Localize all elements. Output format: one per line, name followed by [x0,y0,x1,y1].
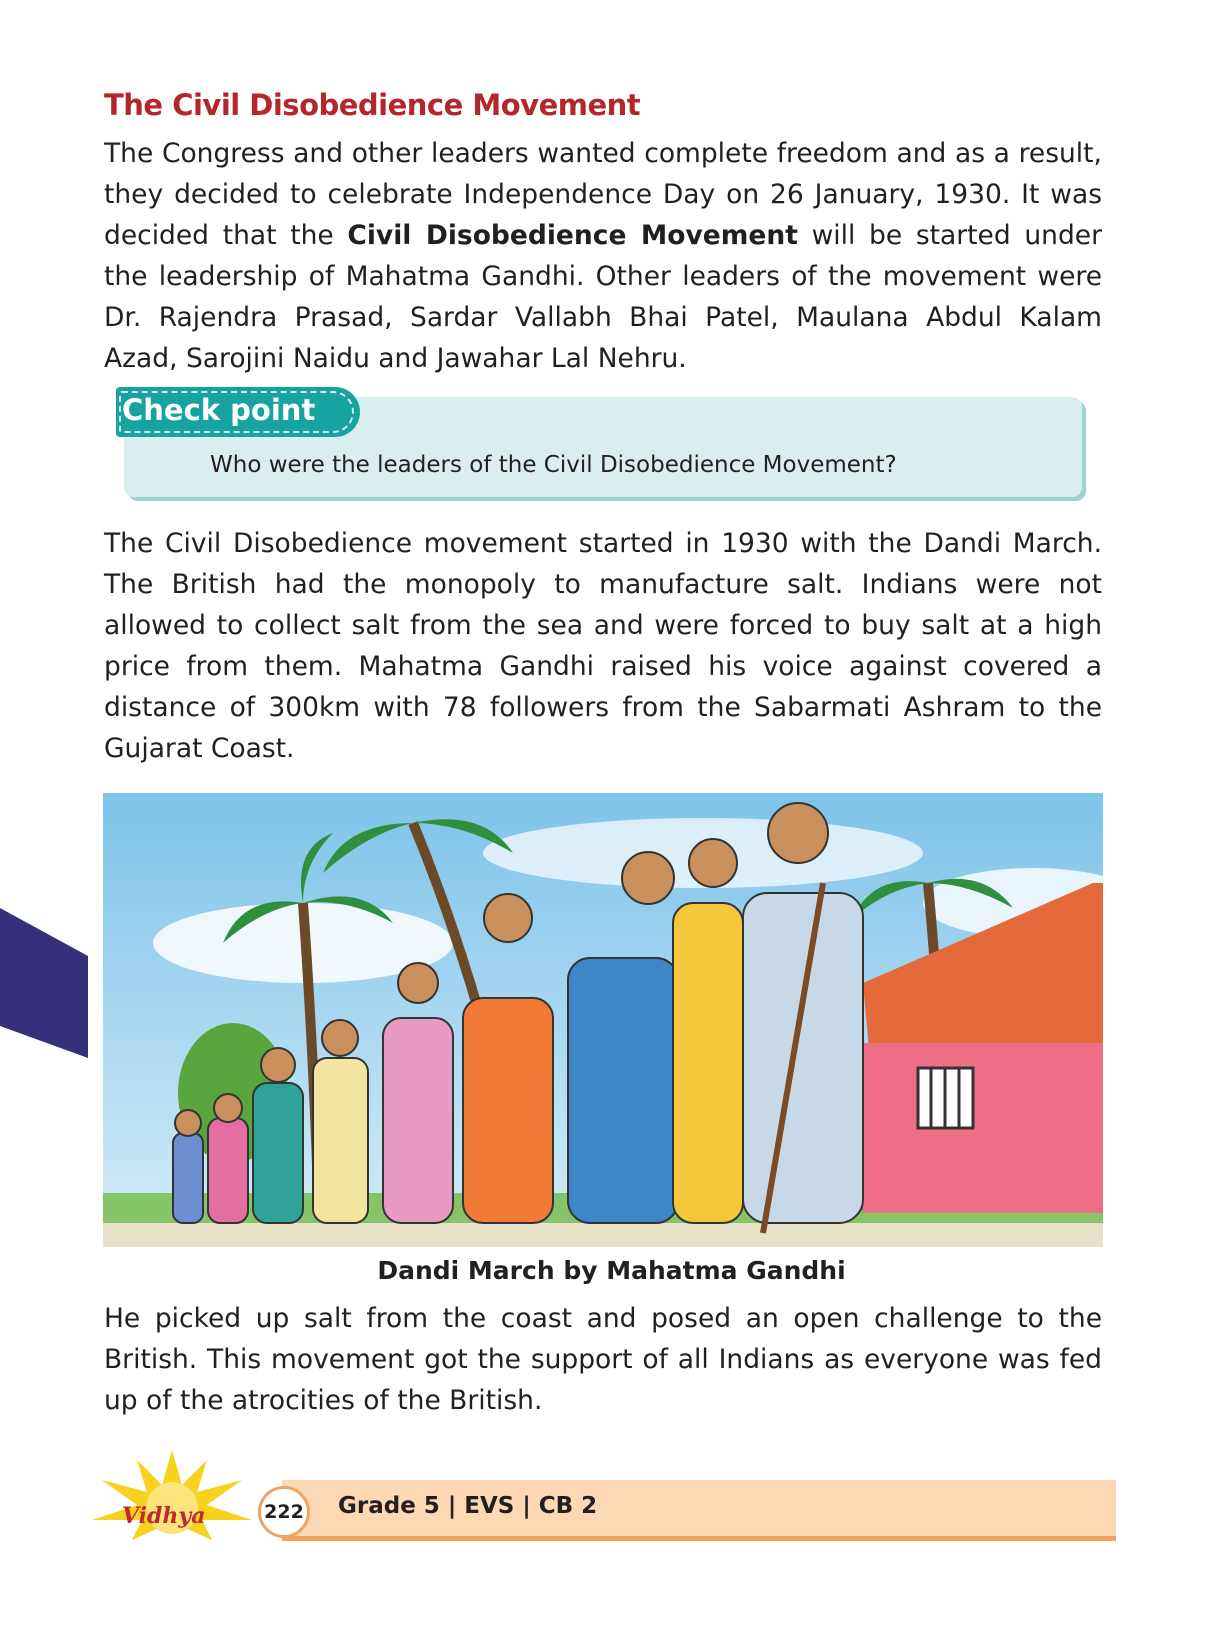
figure-caption: Dandi March by Mahatma Gandhi [377,1256,846,1285]
paragraph-dandi: The Civil Disobedience movement started in 1930 with the Dandi March. The British had the monopoly to manufacture salt. Indians were not allowed to collect salt from the sea and were forced to buy salt at a high price from them. Mahatma Gandhi raised his voice against covered a distance of 300km with 78 followers from the Sabarmati Ashram to the Gujarat Coast. [104,528,1102,764]
side-tab-marker [0,908,88,1058]
checkpoint-title: Check point [122,393,316,427]
logo-text: Vidhya [122,1503,206,1529]
paragraph-salt: He picked up salt from the coast and posed an open challenge to the British. This movement got the support of all Indians as everyone was fed up of the atrocities of the British. [104,1303,1102,1416]
dandi-march-illustration [103,793,1103,1247]
paragraph-intro-bold: Civil Disobedience Movement [347,220,798,251]
paragraph-intro-text-2: will be started under the leadership of Mahatma Gandhi. Other leaders of the movement were Dr. Rajendra Prasad, Sardar Vallabh Bhai Patel, Maulana Abdul Kalam Azad, Sarojini Naidu and Jawahar Lal Nehru. [104,220,1102,374]
section-heading: The Civil Disobedience Movement [104,88,641,122]
paragraph-intro-text-1: The Congress and other leaders wanted complete freedom and as a result, they decided to celebrate Independence Day on 26 January, 1930. It was decided that the [104,138,1102,251]
footer-book-info: Grade 5 | EVS | CB 2 [338,1493,598,1519]
paragraph-intro [104,133,1102,379]
page-number: 222 [258,1486,310,1538]
checkpoint-question: Who were the leaders of the Civil Disobedience Movement? [210,452,897,478]
